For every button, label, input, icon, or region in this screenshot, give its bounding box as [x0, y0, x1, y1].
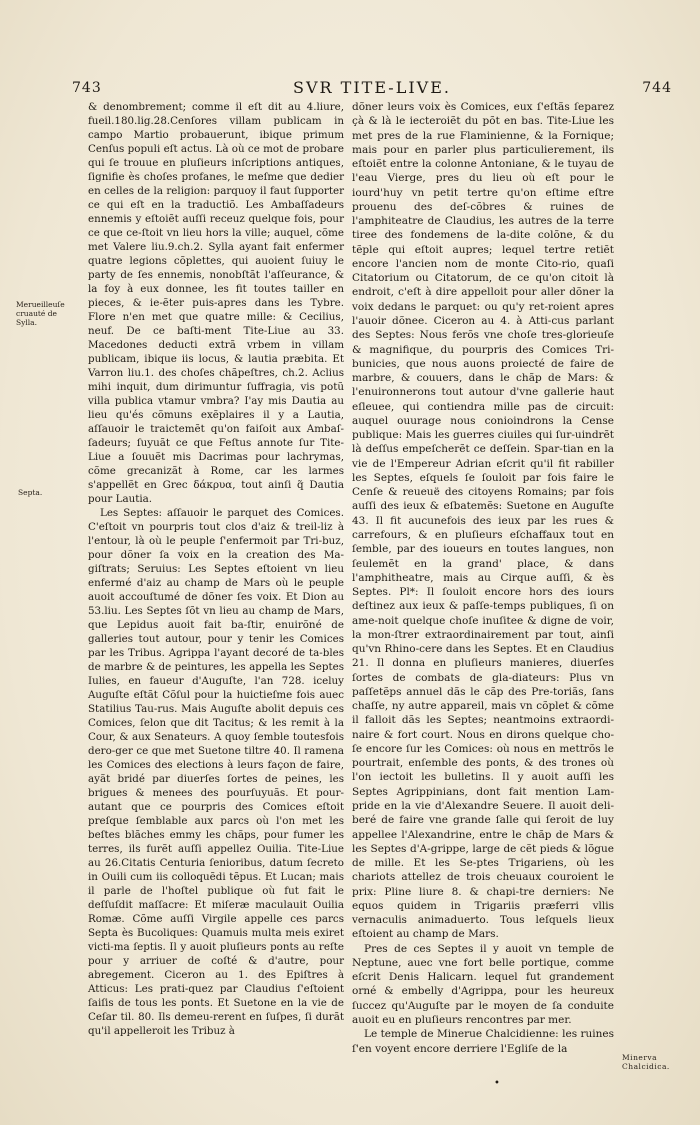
left-paragraph-1: & denombrement; comme il eſt dit au 4.liure, fueil.180.lig.28.Cenſores villam publicam in campo Martio probauerunt, ibique primum Cenſus populi eſt actus. Là où ce mot de probare qui ſe trouue en pluſieurs inſcriptions antiques, ſignifie ès choſes profanes, le meſme que dedier en celles de la religion: parquoy il faut ſupporter ce qui eſt en la traductiõ. Les Ambaſſadeurs ennemis y eſtoiẽt auſſi receuz quelque fois, pour ce que ce-ſtoit vn lieu hors la ville; auquel, cõme met Valere liu.9.ch.2. Sylla ayant fait enfermer quatre legions cõplettes, qui auoient ſuiuy le party de ſes ennemis, nonobſtãt l'aſſeurance, & la foy à eux donnee, les fit toutes tailler en pieces, & ie-ẽter puis-apres dans les Tybre. Flore n'en met que quatre mille: & Cecilius, neuf. De ce baſti-ment Tite-Liue au 33. Macedones deducti extrã vrbem in villam publicam, ibique iis locus, & lautia præbita. Et Varron liu.1. des choſes chãpeſtres, ch.2. Aclius mihi inquit, dum dirimuntur ſuffragia, vis potũ villa publica vtamur vmbra? I'ay mis Dautia au lieu qu'és cõmuns exẽplaires il y a Lautia, aſſauoir le traictemẽt qu'on faiſoit aux Ambaſ-ſadeurs; ſuyuãt ce que Feſtus annote ſur Tite-Liue a ſouuẽt mis Dacrimas pour lachrymas, cõme grecanizãt à Rome, car les larmes s'appellẽt en Grec δάκρυα, tout ainſi q̃ Dautia pour Lautia. — [88, 101, 344, 505]
left-text-column — [88, 100, 344, 1038]
right-text-column — [352, 100, 614, 1056]
page-number-right: 744 — [642, 80, 672, 96]
right-paragraph-2: Pres de ces Septes il y auoit vn temple de Neptune, auec vne fort belle portique, comme eſcrit Denis Halicarn. lequel fut grandement orné & embelly d'Agrippa, pour les heureux ſuccez qu'Auguſte par le moyen de ſa conduite auoit eu en pluſieurs rencontres par mer. — [352, 942, 614, 1026]
right-paragraph-1: dõner leurs voix ès Comices, eux ſ'eſtãs ſeparez çà & là le iecteroiẽt du põt en bas. Tite-Liue les met pres de la rue Flaminienne, & la Fornique; mais pour en parler plus particulierement, ils eſtoiẽt entre la colonne Antoniane, & le tuyau de l'eau Vierge, pres du lieu où eſt pour le iourd'huy vn petit tertre qu'on eſtime eſtre prouenu des deſ-cõbres & ruines de l'amphiteatre de Claudius, les autres de la terre tiree des fondemens de la-dite colõne, & du tẽple qui eſtoit aupres; lequel tertre retiẽt encore l'ancien nom de monte Cito-rio, quaſi Citatorium ou Citatorum, de ce qu'on citoit là endroit, c'eſt à dire appelloit pour aller dõner la voix dedans le parquet: ou qu'y ret-roient apres l'auoir dõnee. Ciceron au 4. à Atti-cus parlant des Septes: Nous ferõs vne choſe tres-glorieuſe & magnifique, du pourpris des Comices Tri-bunicies, que nous auons proiecté de faire de marbre, & couuers, dans le chãp de Mars: & l'enuironnerons tout autour d'vne gallerie haut eſleuee, qui contiendra mille pas de circuit: auquel ouurage nous conioindrons la Cense publique: Mais les guerres ciuiles qui ſur-uindrẽt là deſſus empeſcherẽt ce deſſein. Spar-tian en la vie de l'Empereur Adrian eſcrit qu'il fit rabiller les Septes, eſquels ſe ſouloit par fois faire le Cenſe & reueuë des citoyens Romains; par fois auſſi des ieux & eſbatemẽs: Suetone en Auguſte 43. Il fit aucunefois des ieux par les rues & carrefours, & en pluſieurs eſchaffaux tout en ſemble, par des ioueurs en toutes langues, non ſeulemẽt en la grand' place, & dans l'amphitheatre, mais au Cirque auſſi, & ès Septes. Pl*: Il ſouloit encore hors des iours deſtinez aux ieux & paſſe-temps publiques, ſi on ame-noit quelque choſe inuſitee & digne de voir, la mon-ſtrer extraordinairement par tout, ainſi qu'vn Rhino-cere dans les Septes. Et en Claudius 21. Il donna en pluſieurs manieres, diuerſes ſortes de combats de gla-diateurs: Plus vn paſſetẽps annuel dãs le cãp des Pre-toriãs, ſans chaſſe, ny autre appareil, mais vn cõplet & cõme il falloit dãs les Septes; neantmoins extraordi-naire & fort court. Nous en dirons quelque cho-ſe encore ſur les Comices: où nous en mettrõs le pourtrait, enſemble des ponts, & des trones où l'on iectoit les bulletins. Il y auoit auſſi les Septes Agrippinians, dont fait mention Lam-pride en la vie d'Alexandre Seuere. Il auoit deli-beré de faire vne grande ſalle qui ſeroit de luy appellee l'Alexandrine, entre le chãp de Mars & les Septes d'A-grippe, large de cẽt pieds & lõgue de mille. Et les Se-ptes Trigariens, où les chariots attellez de trois cheuaux couroient le prix: Pline liure 8. & chapi-tre derniers: Ne equos quidem in Trigariis præferri vllis vernaculis animaduerto. Tous leſquels lieux eſtoient au champ de Mars. — [352, 101, 614, 941]
left-paragraph-2: Les Septes: aſſauoir le parquet des Comices. C'eſtoit vn pourpris tout clos d'aiz & treil-liz à l'entour, là où le peuple ſ'enfermoit par Tri-buz, pour dõner ſa voix en la creation des Ma-giſtrats; Seruius: Les Septes eſtoient vn lieu enfermé d'aiz au champ de Mars où le peuple auoit accouſtumé de dõner ſes voix. Et Dion au 53.liu. Les Septes ſõt vn lieu au champ de Mars, que Lepidus auoit fait ba-ſtir, enuirõné de galleries tout autour, pour y tenir les Comices par les Tribus. Agrippa l'ayant decoré de ta-bles de marbre & de peintures, les appella les Septes Iulies, en faueur d'Auguſte, l'an 728. iceluy Auguſte eſtãt Cõſul pour la huictieſme fois auec Statilius Tau-rus. Mais Auguſte abolit depuis ces Comices, ſelon que dit Tacitus; & les remit à la Cour, & aux Senateurs. A quoy ſemble toutesfois dero-ger ce que met Suetone tiltre 40. Il ramena les Comices des elections à leurs façon de faire, ayãt bridé par diuerſes ſortes de peines, les brigues & menees des pourſuyuãs. Et pour-autant que ce pourpris des Comices eſtoit preſque ſemblable aux parcs où l'on met les beſtes blãches emmy les chãps, pour fumer les terres, ils furẽt auſſi appellez Ouilia. Tite-Liue au 26.Citatis Centuria ſenioribus, datum ſecreto in Ouili cum iis colloquẽdi tẽpus. Et Lucan; mais il parle de l'hoſtel publique où fut fait le deſſuſdit maſſacre: Et miſeræ maculauit Ouilia Romæ. Cõme auſſi Virgile appelle ces parcs Septa ès Bucoliques: Quamuis multa meis exiret victi-ma ſeptis. Il y auoit pluſieurs ponts au reſte pour y arriuer de coſté & d'autre, pour abregement. Ciceron au 1. des Epiſtres à Atticus: Les prati-quez par Claudius ſ'eſtoient ſaiſis de tous les ponts. Et Suetone en la vie de Ceſar til. 80. Ils demeu-rerent en ſuſpes, ſi durãt qu'il appelleroit les Tribuz à — [88, 507, 344, 1037]
margin-note-sylla: Merueilleuſe cruauté de Sylla. — [16, 300, 65, 327]
page-header — [72, 78, 672, 100]
running-title: SVR TITE-LIVE. — [293, 78, 451, 97]
page-footer-mark: • — [494, 1078, 500, 1089]
margin-note-minerva: Minerva Chalcidica. — [622, 1053, 670, 1071]
margin-note-septa: Septa. — [18, 488, 43, 497]
page-number-left: 743 — [72, 80, 102, 96]
right-paragraph-3: Le temple de Minerue Chalcidienne: les ruines ſ'en voyent encore derriere l'Egliſe de la — [352, 1028, 614, 1055]
